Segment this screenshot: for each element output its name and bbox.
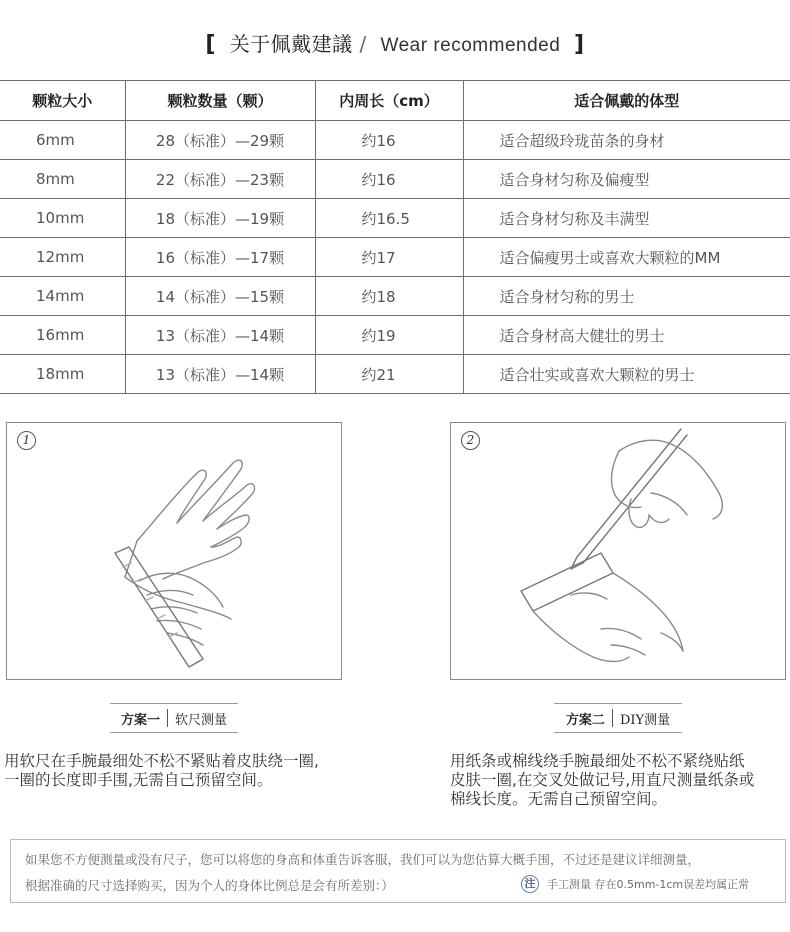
cell-body-type: 适合身材匀称及偏瘦型 bbox=[463, 160, 790, 199]
cell-circumference: 约16.5 bbox=[315, 199, 463, 238]
note-line-1: 如果您不方便测量或没有尺子，您可以将您的身高和体重告诉客服，我们可以为您估算大概手围，不过还是建议详细测量， bbox=[25, 852, 701, 867]
note-line-2: 根据准确的尺寸选择购买，因为个人的身体比例总是会有所差别：） bbox=[25, 878, 394, 893]
column-header-bead-count: 颗粒数量（颗） bbox=[125, 81, 315, 121]
table-row bbox=[0, 160, 790, 199]
cell-bead-count: 28（标准）—29颗 bbox=[125, 121, 315, 160]
description-line: 皮肤一圈,在交叉处做记号,用直尺测量纸条或 bbox=[450, 771, 755, 789]
note-box bbox=[10, 839, 786, 903]
cell-circumference: 约16 bbox=[315, 121, 463, 160]
title-slash: / bbox=[359, 32, 367, 56]
cell-bead-size: 12mm bbox=[0, 238, 125, 277]
column-header-inner-circumference: 内周长（cm） bbox=[315, 81, 463, 121]
cell-circumference: 约21 bbox=[315, 355, 463, 394]
column-header-body-type: 适合佩戴的体型 bbox=[463, 81, 790, 121]
cell-bead-size: 10mm bbox=[0, 199, 125, 238]
wrist-tape-measure-drawing bbox=[7, 423, 341, 679]
title-zh: 关于佩戴建議 bbox=[229, 32, 353, 56]
table-row bbox=[0, 316, 790, 355]
description-line: 棉线长度。无需自己预留空间。 bbox=[450, 790, 668, 808]
cell-bead-size: 18mm bbox=[0, 355, 125, 394]
cell-circumference: 约16 bbox=[315, 160, 463, 199]
cell-bead-count: 13（标准）—14颗 bbox=[125, 316, 315, 355]
paper-strip-marking-drawing bbox=[451, 423, 785, 679]
method-2-illustration bbox=[450, 422, 786, 680]
cell-body-type: 适合偏瘦男士或喜欢大颗粒的MM bbox=[463, 238, 790, 277]
method-1-illustration bbox=[6, 422, 342, 680]
note-icon: 注 bbox=[521, 875, 539, 893]
cell-body-type: 适合身材匀称及丰满型 bbox=[463, 199, 790, 238]
note-measurement-tolerance: 手工测量 存在0.5mm-1cm误差均属正常 bbox=[547, 878, 750, 891]
title-bracket-left: [ bbox=[205, 32, 216, 57]
cell-bead-count: 18（标准）—19颗 bbox=[125, 199, 315, 238]
method-1-caption bbox=[110, 706, 238, 730]
cell-bead-count: 14（标准）—15颗 bbox=[125, 277, 315, 316]
cell-bead-count: 13（标准）—14颗 bbox=[125, 355, 315, 394]
table-row bbox=[0, 277, 790, 316]
method-2-description bbox=[450, 752, 788, 809]
caption-name: 软尺测量 bbox=[175, 712, 228, 728]
cell-bead-size: 16mm bbox=[0, 316, 125, 355]
column-header-bead-size: 颗粒大小 bbox=[0, 81, 125, 121]
caption-name: DIY测量 bbox=[619, 712, 671, 728]
cell-bead-count: 22（标准）—23颗 bbox=[125, 160, 315, 199]
caption-title: 方案一 bbox=[120, 712, 160, 728]
cell-bead-size: 6mm bbox=[0, 121, 125, 160]
cell-body-type: 适合身材匀称的男士 bbox=[463, 277, 790, 316]
cell-bead-size: 8mm bbox=[0, 160, 125, 199]
method-2-caption bbox=[554, 706, 682, 730]
cell-body-type: 适合壮实或喜欢大颗粒的男士 bbox=[463, 355, 790, 394]
description-line: 一圈的长度即手围,无需自己预留空间。 bbox=[4, 771, 273, 789]
page-title bbox=[0, 28, 790, 57]
table-row bbox=[0, 199, 790, 238]
step-number-badge: 2 bbox=[461, 431, 480, 450]
cell-bead-count: 16（标准）—17颗 bbox=[125, 238, 315, 277]
table-header-row bbox=[0, 81, 790, 121]
cell-body-type: 适合超级玲珑苗条的身材 bbox=[463, 121, 790, 160]
title-en: Wear recommended bbox=[380, 35, 561, 56]
cell-circumference: 约18 bbox=[315, 277, 463, 316]
step-number-badge: 1 bbox=[17, 431, 36, 450]
cell-circumference: 约17 bbox=[315, 238, 463, 277]
cell-circumference: 约19 bbox=[315, 316, 463, 355]
cell-body-type: 适合身材高大健壮的男士 bbox=[463, 316, 790, 355]
table-row bbox=[0, 355, 790, 394]
method-1-description bbox=[4, 752, 344, 790]
caption-title: 方案二 bbox=[565, 712, 605, 728]
size-table bbox=[0, 80, 790, 394]
description-line: 用软尺在手腕最细处不松不紧贴着皮肤绕一圈, bbox=[4, 752, 319, 770]
table-row bbox=[0, 238, 790, 277]
cell-bead-size: 14mm bbox=[0, 277, 125, 316]
title-bracket-right: ] bbox=[574, 32, 585, 57]
table-row bbox=[0, 121, 790, 160]
description-line: 用纸条或棉线绕手腕最细处不松不紧绕贴纸 bbox=[450, 752, 745, 770]
